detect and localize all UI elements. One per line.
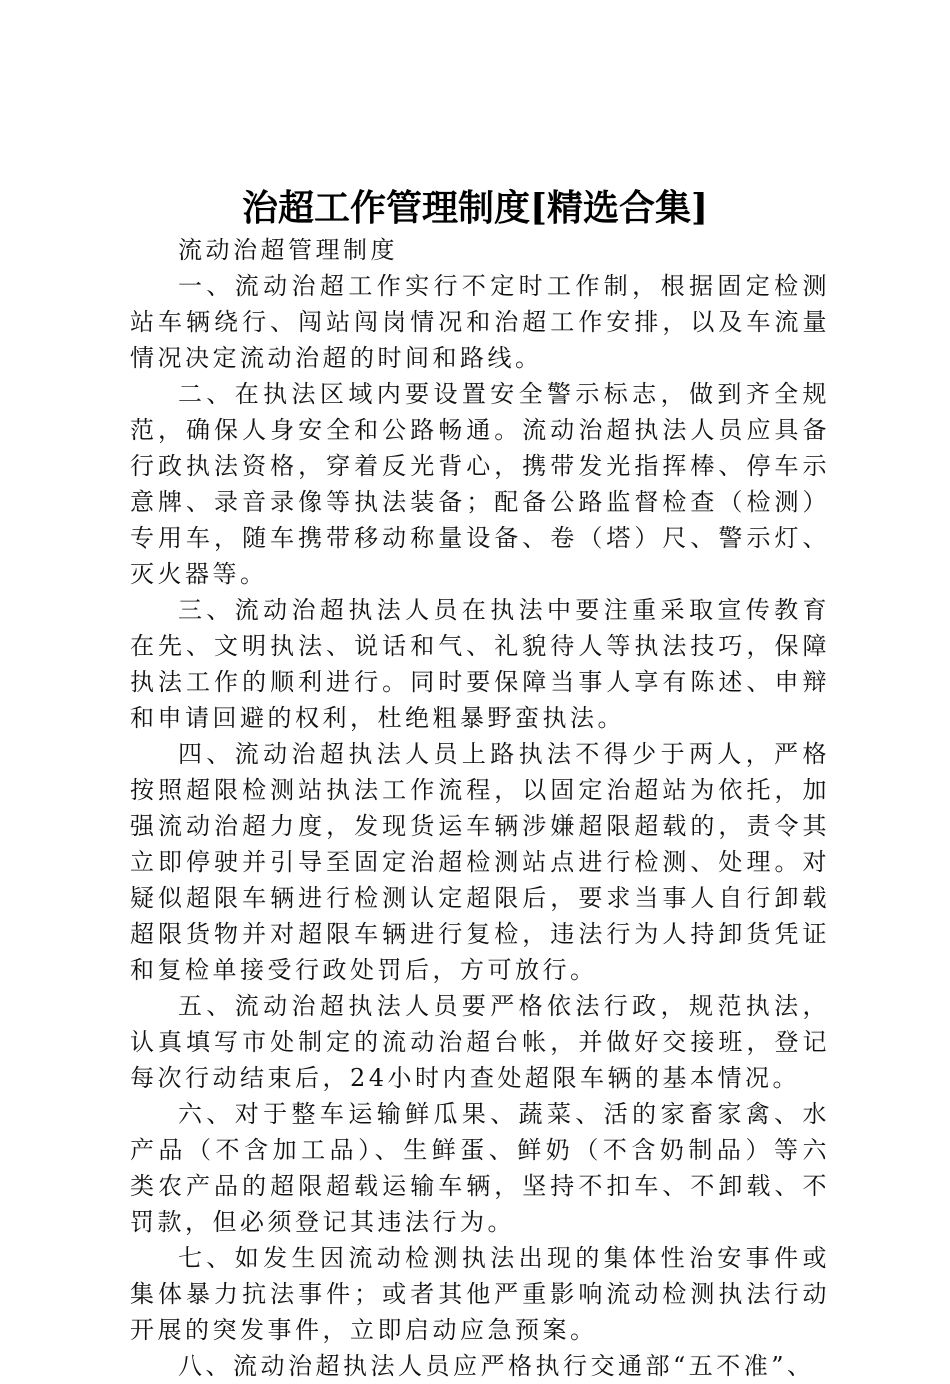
section-heading: 流动治超管理制度 xyxy=(178,236,398,264)
paragraph-6: 六、对于整车运输鲜瓜果、蔬菜、活的家畜家禽、水产品（不含加工品）、生鲜蛋、鲜奶（不含奶制品）等六类农产品的超限超载运输车辆，坚持不扣车、不卸载、不罚款，但必须登记其违法行为。 xyxy=(130,1100,830,1236)
paragraph-1: 一、流动治超工作实行不定时工作制，根据固定检测站车辆绕行、闯站闯岗情况和治超工作安排，以及车流量情况决定流动治超的时间和路线。 xyxy=(130,272,830,372)
paragraph-3: 三、流动治超执法人员在执法中要注重采取宣传教育在先、文明执法、说话和气、礼貌待人等执法技巧，保障执法工作的顺利进行。同时要保障当事人享有陈述、申辩和申请回避的权利，杜绝粗暴野蛮执法。 xyxy=(130,596,830,732)
paragraph-7: 七、如发生因流动检测执法出现的集体性治安事件或集体暴力抗法事件；或者其他严重影响流动检测执法行动开展的突发事件，立即启动应急预案。 xyxy=(130,1244,830,1344)
document-body xyxy=(130,232,830,1384)
paragraph-4: 四、流动治超执法人员上路执法不得少于两人，严格按照超限检测站执法工作流程，以固定治超站为依托，加强流动治超力度，发现货运车辆涉嫌超限超载的，责令其立即停驶并引导至固定治超检测站点进行检测、处理。对疑似超限车辆进行检测认定超限后，要求当事人自行卸载超限货物并对超限车辆进行复检，违法行为人持卸货凭证和复检单接受行政处罚后，方可放行。 xyxy=(130,740,830,984)
paragraph-8: 八、流动治超执法人员应严格执行交通部“五不准”、 xyxy=(178,1352,815,1380)
paragraph-5: 五、流动治超执法人员要严格依法行政，规范执法，认真填写市处制定的流动治超台帐，并做好交接班，登记每次行动结束后，24小时内查处超限车辆的基本情况。 xyxy=(130,992,830,1092)
document-title: 治超工作管理制度[精选合集] xyxy=(241,187,709,229)
paragraph-2: 二、在执法区域内要设置安全警示标志，做到齐全规范，确保人身安全和公路畅通。流动治超执法人员应具备行政执法资格，穿着反光背心，携带发光指挥棒、停车示意牌、录音录像等执法装备；配备公路监督检查（检测）专用车，随车携带移动称量设备、卷（塔）尺、警示灯、灭火器等。 xyxy=(130,380,830,588)
